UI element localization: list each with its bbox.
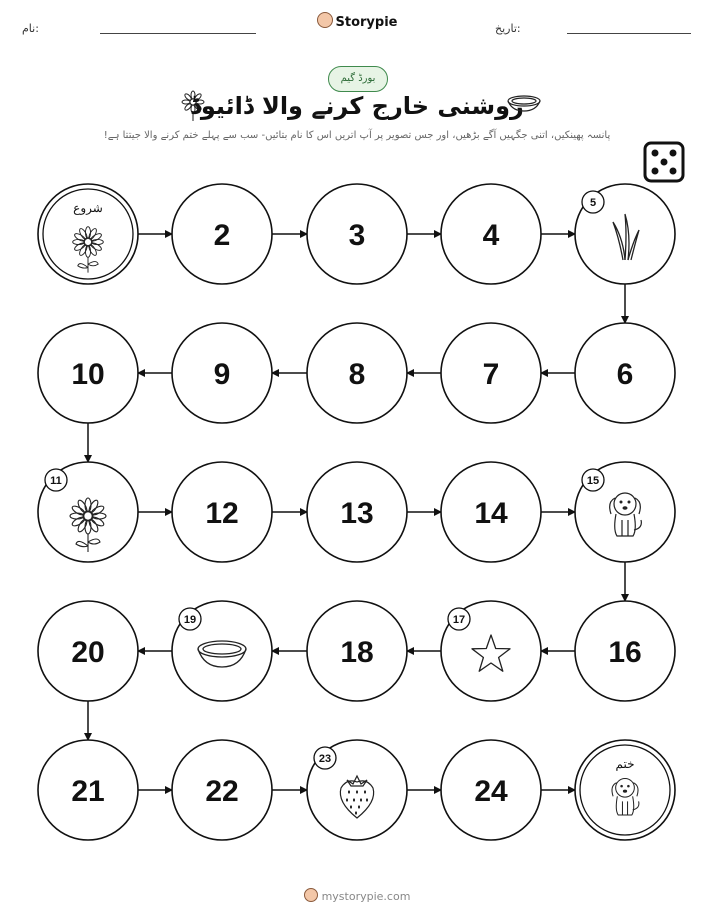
- space-number: 4: [482, 219, 500, 252]
- board-space-18: [307, 601, 407, 701]
- board-space-13: [307, 462, 407, 562]
- space-number: 12: [205, 497, 239, 530]
- category-badge: بورڈ گیم: [328, 66, 388, 92]
- space-number: 7: [482, 358, 500, 391]
- space-number-badge: 19: [183, 614, 197, 626]
- board-space-6: [575, 323, 675, 423]
- space-number: 3: [348, 219, 366, 252]
- board-space-19: [172, 601, 272, 701]
- space-number: 10: [71, 358, 105, 391]
- page-title: روشنی خارج کرنے والا ڈائیوڈ: [190, 92, 524, 120]
- space-number: 18: [340, 636, 374, 669]
- space-number: 16: [608, 636, 642, 669]
- finish-label: ختم: [615, 757, 635, 771]
- space-number: 22: [205, 775, 239, 808]
- space-number: 2: [213, 219, 231, 252]
- board-space-2: [172, 184, 272, 284]
- board-space-5: [575, 184, 675, 284]
- board-space-9: [172, 323, 272, 423]
- storypie-footer-logo-icon: [304, 888, 318, 902]
- board-space-17: [441, 601, 541, 701]
- space-number: 21: [71, 775, 105, 808]
- footer: [0, 888, 714, 903]
- board-space-15: [575, 462, 675, 562]
- space-number-badge: 17: [452, 614, 466, 626]
- board-space-4: [441, 184, 541, 284]
- board-space-22: [172, 740, 272, 840]
- space-number: 8: [348, 358, 366, 391]
- space-number-badge: 15: [586, 475, 600, 487]
- space-number: 9: [213, 358, 231, 391]
- board-space-10: [38, 323, 138, 423]
- space-number: 20: [71, 636, 105, 669]
- space-number: 6: [616, 358, 634, 391]
- space-number: 14: [474, 497, 508, 530]
- brand-name: Storypie: [335, 15, 398, 30]
- board-space-20: [38, 601, 138, 701]
- board-space-1: [38, 184, 138, 284]
- board-space-16: [575, 601, 675, 701]
- space-number-badge: 11: [50, 475, 62, 487]
- board-space-21: [38, 740, 138, 840]
- space-number-badge: 5: [589, 197, 597, 209]
- space-number-badge: 23: [318, 753, 332, 765]
- instructions-text: پانسہ پھینکیں، اتنی جگہیں آگے بڑھیں، اور جس تصویر پر آپ اتریں اس کا نام بتائیں- سب سے پہلے ختم کرنے والا جیتتا ہے!: [103, 130, 611, 141]
- name-label: نام:: [22, 22, 39, 35]
- date-label: تاریخ:: [495, 22, 521, 35]
- board-space-24: [441, 740, 541, 840]
- board-space-11: [38, 462, 138, 562]
- board-space-3: [307, 184, 407, 284]
- board-space-23: [307, 740, 407, 840]
- footer-url[interactable]: mystorypie.com: [321, 890, 411, 903]
- board-space-12: [172, 462, 272, 562]
- board-space-8: [307, 323, 407, 423]
- board-space-25: [575, 740, 675, 840]
- space-number: 13: [340, 497, 374, 530]
- board-space-14: [441, 462, 541, 562]
- start-label: شروع: [73, 201, 103, 215]
- board-space-7: [441, 323, 541, 423]
- space-number: 24: [474, 775, 508, 808]
